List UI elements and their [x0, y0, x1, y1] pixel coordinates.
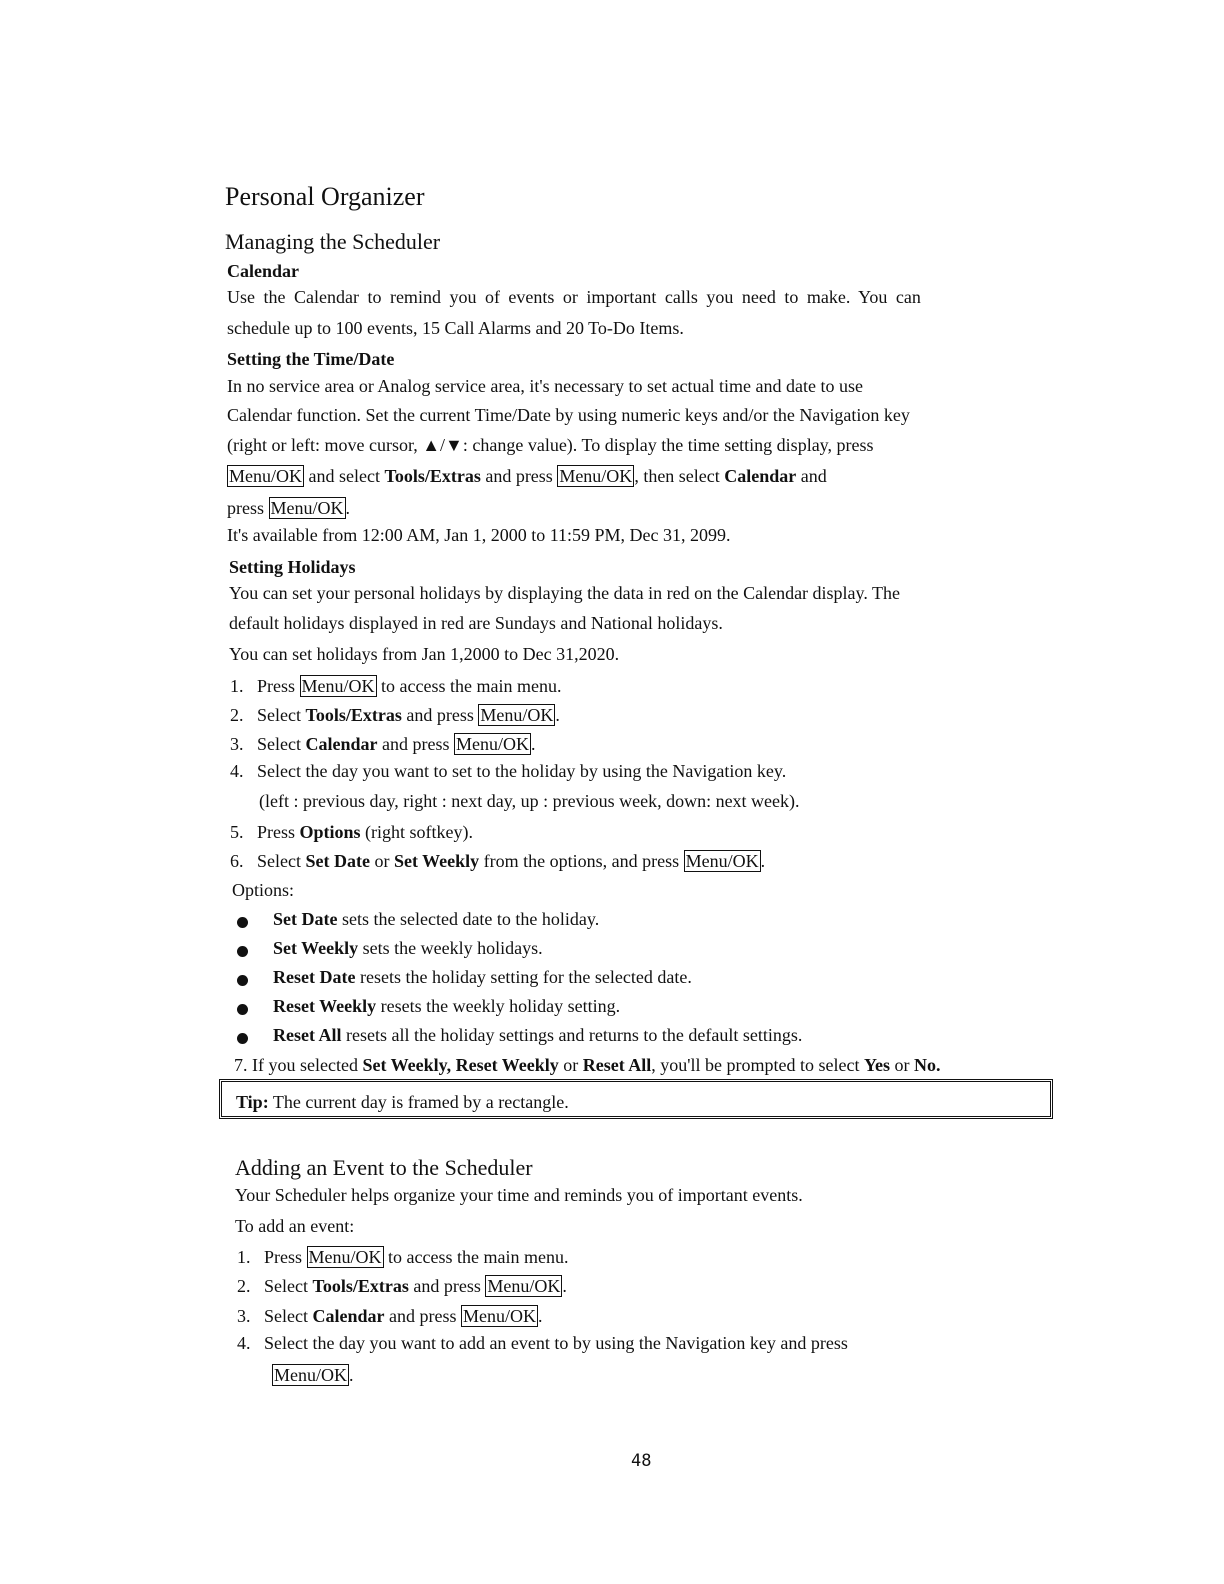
holidays-line2: default holidays displayed in red are Sundays and National holidays.	[229, 613, 723, 633]
event-step-3: 3. Select Calendar and press Menu/OK .	[237, 1306, 543, 1326]
holiday-step-2: 2. Select Tools/Extras and press Menu/OK .	[230, 705, 560, 725]
page-number: 48	[631, 1451, 652, 1471]
tip-box	[219, 1079, 1053, 1119]
time-date-range: It's available from 12:00 AM, Jan 1, 2000 to 11:59 PM, Dec 31, 2099.	[227, 525, 731, 545]
option-item: Set Date sets the selected date to the holiday.	[273, 909, 600, 929]
event-intro-line1: Your Scheduler helps organize your time and reminds you of important events.	[235, 1185, 803, 1205]
event-intro-line2: To add an event:	[235, 1216, 355, 1236]
time-date-line4: Menu/OK and select Tools/Extras and press Menu/OK , then select Calendar and	[229, 466, 827, 486]
section-heading-add-event: Adding an Event to the Scheduler	[235, 1155, 533, 1180]
holiday-step-4-detail: (left : previous day, right : next day, up : previous week, down: next week).	[259, 791, 800, 811]
calendar-term: Calendar	[724, 466, 797, 486]
menu-ok-key: Menu/OK	[270, 498, 344, 518]
option-item: Set Weekly sets the weekly holidays.	[273, 938, 543, 958]
bullet-icon	[237, 973, 248, 991]
menu-ok-key: Menu/OK	[685, 851, 759, 871]
calendar-paragraph-line1: Use the Calendar to remind you of events or important calls you need to make. You can	[227, 287, 921, 307]
event-step-4-cont: Menu/OK .	[274, 1365, 354, 1385]
page-title: Personal Organizer	[225, 182, 425, 211]
holidays-line1: You can set your personal holidays by displaying the data in red on the Calendar display. The	[229, 583, 901, 603]
time-date-line3: (right or left: move cursor, ▲/▼: change value). To display the time setting display, press	[227, 435, 874, 455]
menu-ok-key: Menu/OK	[301, 676, 375, 696]
holiday-step-6: 6. Select Set Date or Set Weekly from the options, and press Menu/OK .	[230, 851, 766, 871]
event-step-2: 2. Select Tools/Extras and press Menu/OK .	[237, 1276, 567, 1296]
section-heading-scheduler: Managing the Scheduler	[225, 229, 441, 254]
menu-ok-key: Menu/OK	[455, 734, 529, 754]
holiday-step-3: 3. Select Calendar and press Menu/OK .	[230, 734, 536, 754]
bullet-icon	[237, 1031, 248, 1049]
options-label: Options:	[232, 880, 295, 900]
subheading-time-date: Setting the Time/Date	[227, 349, 395, 369]
option-item: Reset All resets all the holiday settings and returns to the default settings.	[273, 1025, 803, 1045]
tools-extras-term: Tools/Extras	[384, 466, 481, 486]
subheading-holidays: Setting Holidays	[229, 557, 356, 577]
bullet-icon	[237, 1002, 248, 1020]
holiday-step-1: 1. Press Menu/OK to access the main menu.	[230, 676, 562, 696]
holiday-step-4: 4. Select the day you want to set to the holiday by using the Navigation key.	[230, 761, 787, 781]
menu-ok-key: Menu/OK	[229, 466, 302, 486]
event-step-4: 4. Select the day you want to add an event to by using the Navigation key and press	[237, 1333, 848, 1353]
holidays-line3: You can set holidays from Jan 1,2000 to Dec 31,2020.	[229, 644, 620, 664]
calendar-paragraph-line2: schedule up to 100 events, 15 Call Alarms and 20 To-Do Items.	[227, 318, 684, 338]
menu-ok-key: Menu/OK	[308, 1247, 382, 1267]
bullet-icon	[237, 944, 248, 962]
time-date-line2: Calendar function. Set the current Time/Date by using numeric keys and/or the Navigation key	[227, 405, 910, 425]
tip-label: Tip:	[236, 1092, 269, 1112]
holiday-step-7: 7. If you selected Set Weekly, Reset Weekly or Reset All, you'll be prompted to select Yes or No.	[234, 1055, 941, 1075]
tip-text: Tip: The current day is framed by a rectangle.	[236, 1092, 569, 1112]
menu-ok-key: Menu/OK	[559, 466, 633, 486]
subheading-calendar: Calendar	[227, 261, 299, 281]
time-date-line1: In no service area or Analog service area, it's necessary to set actual time and date to use	[227, 376, 863, 396]
menu-ok-key: Menu/OK	[487, 1276, 561, 1296]
menu-ok-key: Menu/OK	[462, 1306, 536, 1326]
event-step-1: 1. Press Menu/OK to access the main menu.	[237, 1247, 569, 1267]
menu-ok-key: Menu/OK	[274, 1365, 347, 1385]
option-item: Reset Weekly resets the weekly holiday setting.	[273, 996, 621, 1016]
option-item: Reset Date resets the holiday setting for the selected date.	[273, 967, 692, 987]
time-date-line5: press Menu/OK .	[227, 498, 350, 518]
holiday-step-5: 5. Press Options (right softkey).	[230, 822, 474, 842]
bullet-icon	[237, 915, 248, 933]
menu-ok-key: Menu/OK	[480, 705, 554, 725]
